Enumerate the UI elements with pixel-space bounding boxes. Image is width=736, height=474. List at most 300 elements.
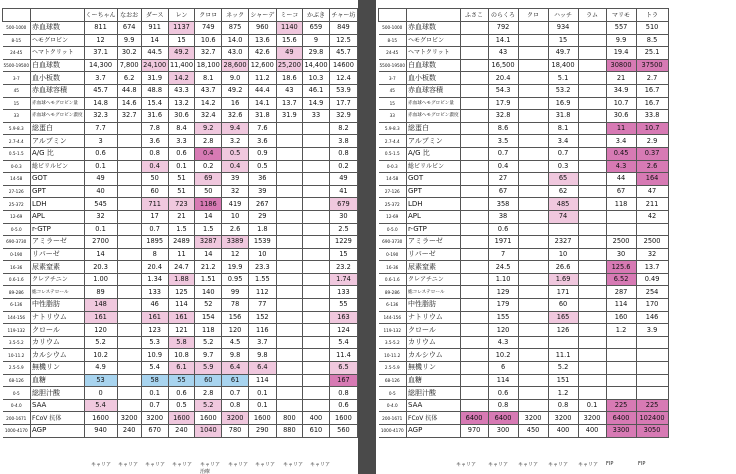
value-cell: 58	[141, 374, 168, 387]
value-cell	[578, 160, 606, 173]
value-cell: 2.5	[329, 223, 357, 236]
value-cell	[117, 236, 141, 249]
value-cell: 21	[606, 72, 636, 85]
column-header-cat-name: クロ	[518, 9, 548, 22]
reference-range: 10-11.2	[379, 349, 407, 362]
table-row	[379, 387, 669, 400]
value-cell: 15.6	[276, 34, 302, 47]
value-cell: 2327	[548, 236, 578, 249]
column-header-cat-name: ネック	[222, 9, 249, 22]
value-cell	[460, 210, 488, 223]
value-cell: 16.7	[636, 97, 668, 110]
value-cell: 31.9	[141, 72, 168, 85]
value-cell: 3200	[117, 412, 141, 425]
value-cell	[460, 84, 488, 97]
test-name: 総ビリルビン	[407, 160, 461, 173]
value-cell: 0.1	[168, 160, 195, 173]
value-cell: 0.49	[636, 273, 668, 286]
reference-range: 119-132	[379, 324, 407, 337]
value-cell	[276, 185, 302, 198]
value-cell: 12	[222, 248, 249, 261]
value-cell: 9.9	[606, 34, 636, 47]
value-cell: 67	[488, 185, 518, 198]
value-cell: 1186	[195, 198, 222, 211]
reference-range: 0-190	[379, 248, 407, 261]
value-cell: 16	[222, 97, 249, 110]
value-cell: 1600	[329, 412, 357, 425]
value-cell: 164	[636, 173, 668, 186]
reference-range: 16-36	[379, 261, 407, 274]
value-cell	[578, 311, 606, 324]
value-cell: 49.2	[222, 84, 249, 97]
value-cell: 14,300	[84, 59, 117, 72]
value-cell: 679	[329, 198, 357, 211]
test-name: r-GTP	[407, 223, 461, 236]
table-row	[3, 387, 358, 400]
value-cell: 46.1	[303, 84, 330, 97]
value-cell	[303, 311, 330, 324]
value-cell: 16,500	[488, 59, 518, 72]
table-row	[3, 412, 358, 425]
value-cell	[303, 374, 330, 387]
value-cell: 940	[84, 425, 117, 438]
value-cell: 5.2	[195, 336, 222, 349]
value-cell: 112	[248, 286, 276, 299]
value-cell	[518, 147, 548, 160]
value-cell: 50	[195, 185, 222, 198]
value-cell: 43	[488, 47, 518, 60]
value-cell: 8.5	[636, 34, 668, 47]
test-name: クレアチニン	[407, 273, 461, 286]
value-cell: 14.1	[488, 34, 518, 47]
table-row	[379, 362, 669, 375]
reference-range: 0-5	[3, 387, 31, 400]
value-cell	[578, 210, 606, 223]
value-cell: 118	[606, 198, 636, 211]
test-name: APL	[31, 210, 85, 223]
table-row	[379, 59, 669, 72]
value-cell: 49.7	[548, 47, 578, 60]
table-row	[3, 425, 358, 438]
value-cell	[578, 374, 606, 387]
test-name: カルシウム	[407, 349, 461, 362]
value-cell: 0.8	[488, 399, 518, 412]
value-cell: 31.9	[276, 110, 302, 123]
reference-range: 6-136	[3, 299, 31, 312]
header-blank	[407, 9, 461, 22]
test-name: 赤血球ヘモグロビン量	[31, 97, 85, 110]
value-cell: 14600	[329, 59, 357, 72]
value-cell: 1.88	[168, 273, 195, 286]
value-cell: 24.5	[488, 261, 518, 274]
reference-range: 27-126	[3, 185, 31, 198]
value-cell: 99	[222, 286, 249, 299]
test-name: 総胆汁酸	[407, 387, 461, 400]
test-name: クレアチニン	[31, 273, 85, 286]
value-cell: 1.2	[606, 324, 636, 337]
value-cell	[460, 362, 488, 375]
value-cell: 9.4	[222, 122, 249, 135]
value-cell: 36	[248, 173, 276, 186]
value-cell	[117, 185, 141, 198]
value-cell	[606, 223, 636, 236]
carrier-status-label: キャリア	[310, 462, 331, 468]
value-cell: 45.7	[329, 47, 357, 60]
value-cell: 0.6	[488, 223, 518, 236]
value-cell: 610	[303, 425, 330, 438]
value-cell: 116	[248, 324, 276, 337]
table-row	[379, 122, 669, 135]
value-cell: 659	[303, 22, 330, 35]
value-cell	[518, 72, 548, 85]
value-cell: 30.2	[117, 47, 141, 60]
value-cell: 11.1	[548, 349, 578, 362]
table-row	[379, 223, 669, 236]
value-cell: 49	[84, 173, 117, 186]
value-cell: 13.7	[276, 97, 302, 110]
table-row	[379, 47, 669, 60]
value-cell: 46	[141, 299, 168, 312]
column-header-cat-name: トラ	[636, 9, 668, 22]
value-cell	[548, 336, 578, 349]
value-cell	[117, 147, 141, 160]
value-cell: 140	[195, 286, 222, 299]
value-cell: 15	[168, 34, 195, 47]
value-cell	[518, 399, 548, 412]
value-cell	[276, 399, 302, 412]
value-cell	[606, 336, 636, 349]
test-name: LDH	[407, 198, 461, 211]
test-name: GPT	[31, 185, 85, 198]
value-cell: 30800	[606, 59, 636, 72]
reference-range: 3-7	[379, 72, 407, 85]
value-cell	[460, 236, 488, 249]
table-row	[379, 399, 669, 412]
value-cell	[578, 198, 606, 211]
reference-range: 5.9-8.3	[379, 122, 407, 135]
reference-range: 45	[3, 84, 31, 97]
value-cell	[276, 223, 302, 236]
value-cell	[636, 387, 668, 400]
header-row	[3, 9, 358, 22]
value-cell: 120	[222, 324, 249, 337]
column-header-cat-name: ふさこ	[460, 9, 488, 22]
value-cell: 12.4	[329, 72, 357, 85]
value-cell: 4.5	[222, 336, 249, 349]
value-cell: 1.34	[141, 273, 168, 286]
value-cell: 1137	[168, 22, 195, 35]
value-cell: 33	[303, 110, 330, 123]
value-cell: 300	[488, 425, 518, 438]
value-cell: 0.1	[248, 387, 276, 400]
value-cell: 9.2	[195, 122, 222, 135]
value-cell: 32.8	[488, 110, 518, 123]
reference-range: 25-372	[3, 198, 31, 211]
value-cell: 44.8	[117, 84, 141, 97]
value-cell: 0.3	[548, 160, 578, 173]
value-cell: 37.1	[84, 47, 117, 60]
test-name: クロール	[31, 324, 85, 337]
value-cell: 34.9	[606, 84, 636, 97]
value-cell: 1.55	[248, 273, 276, 286]
value-cell: 12	[84, 34, 117, 47]
value-cell: 3	[84, 135, 117, 148]
value-cell: 7.7	[84, 122, 117, 135]
table-row	[3, 173, 358, 186]
value-cell	[117, 286, 141, 299]
table-row	[3, 59, 358, 72]
value-cell: 18.6	[276, 72, 302, 85]
value-cell: 0.8	[222, 399, 249, 412]
value-cell	[460, 374, 488, 387]
value-cell: 6.1	[168, 362, 195, 375]
value-cell: 9.8	[222, 349, 249, 362]
table-row	[3, 349, 358, 362]
header-blank	[3, 9, 31, 22]
value-cell: 5.1	[548, 72, 578, 85]
value-cell: 25.1	[636, 47, 668, 60]
test-name: GOT	[31, 173, 85, 186]
value-cell: 358	[488, 198, 518, 211]
value-cell	[518, 362, 548, 375]
value-cell: 15.4	[141, 97, 168, 110]
value-cell: 240	[168, 425, 195, 438]
value-cell: 0.2	[195, 160, 222, 173]
value-cell: 55	[329, 299, 357, 312]
value-cell: 960	[248, 22, 276, 35]
test-name: リパーゼ	[31, 248, 85, 261]
table-row	[379, 173, 669, 186]
value-cell: 1.00	[84, 273, 117, 286]
value-cell: 51	[168, 185, 195, 198]
test-name: GOT	[407, 173, 461, 186]
value-cell: 2.9	[636, 135, 668, 148]
table-row	[379, 299, 669, 312]
value-cell	[606, 387, 636, 400]
carrier-status-label: キャリア	[518, 462, 539, 468]
value-cell	[578, 324, 606, 337]
value-cell: 48.8	[141, 84, 168, 97]
value-cell: 45.7	[84, 84, 117, 97]
value-cell: 8.6	[488, 122, 518, 135]
test-name: アルブミン	[31, 135, 85, 148]
value-cell: 167	[329, 374, 357, 387]
value-cell: 13.6	[248, 34, 276, 47]
value-cell: 39	[222, 173, 249, 186]
value-cell: 161	[84, 311, 117, 324]
value-cell: 9.7	[195, 349, 222, 362]
value-cell: 1539	[248, 236, 276, 249]
table-row	[379, 210, 669, 223]
value-cell	[518, 248, 548, 261]
value-cell	[117, 387, 141, 400]
test-name: 中性脂肪	[31, 299, 85, 312]
value-cell: 211	[636, 198, 668, 211]
value-cell: 133	[141, 286, 168, 299]
value-cell: 30.6	[606, 110, 636, 123]
value-cell: 0.8	[329, 147, 357, 160]
value-cell	[117, 336, 141, 349]
value-cell: 2700	[84, 236, 117, 249]
value-cell	[460, 122, 488, 135]
column-header-cat-name: なおお	[117, 9, 141, 22]
value-cell: 10.2	[84, 349, 117, 362]
value-cell	[578, 185, 606, 198]
value-cell	[276, 374, 302, 387]
value-cell	[276, 387, 302, 400]
test-name: 尿素窒素	[31, 261, 85, 274]
table-row	[379, 273, 669, 286]
value-cell: 53.9	[329, 84, 357, 97]
value-cell: 4.3	[606, 160, 636, 173]
value-cell	[518, 135, 548, 148]
reference-range: 89-286	[379, 286, 407, 299]
value-cell: 32	[636, 248, 668, 261]
carrier-status-label: FIP	[638, 461, 646, 467]
test-name: 赤血球容積	[31, 84, 85, 97]
left-blood-test-table	[2, 8, 358, 438]
value-cell: 14	[141, 34, 168, 47]
value-cell: 69	[195, 173, 222, 186]
table-row	[3, 311, 358, 324]
test-name: SAA	[31, 399, 85, 412]
test-name: AGP	[407, 425, 461, 438]
value-cell: 5.4	[329, 336, 357, 349]
value-cell: 0.7	[141, 223, 168, 236]
value-cell: 133	[329, 286, 357, 299]
value-cell: 20.3	[84, 261, 117, 274]
value-cell: 43.0	[222, 47, 249, 60]
value-cell	[117, 173, 141, 186]
value-cell	[117, 223, 141, 236]
value-cell: 9.8	[248, 349, 276, 362]
value-cell: 21	[168, 210, 195, 223]
value-cell: 670	[141, 425, 168, 438]
value-cell	[117, 273, 141, 286]
value-cell: 52	[195, 299, 222, 312]
value-cell: 24.7	[168, 261, 195, 274]
value-cell: 55	[168, 374, 195, 387]
test-name: 白血球数	[31, 59, 85, 72]
value-cell	[578, 336, 606, 349]
test-name: 赤血球ヘモグロビン濃度	[31, 110, 85, 123]
value-cell: 875	[222, 22, 249, 35]
value-cell: 151	[548, 374, 578, 387]
value-cell: 6400	[460, 412, 488, 425]
value-cell: 49	[276, 47, 302, 60]
table-row	[379, 412, 669, 425]
table-row	[3, 160, 358, 173]
value-cell	[518, 261, 548, 274]
table-row	[3, 248, 358, 261]
column-header-cat-name: ラム	[578, 9, 606, 22]
value-cell: 0.7	[488, 147, 518, 160]
value-cell: 146	[636, 311, 668, 324]
table-row	[3, 324, 358, 337]
value-cell: 25,200	[276, 59, 302, 72]
column-header-cat-name: かぶき	[303, 9, 330, 22]
value-cell: 5.2	[548, 362, 578, 375]
reference-range: 33	[379, 110, 407, 123]
reference-range: 5.9-8.3	[3, 122, 31, 135]
value-cell: 723	[168, 198, 195, 211]
value-cell: 0.7	[222, 387, 249, 400]
test-name: アミラーゼ	[31, 236, 85, 249]
value-cell: 155	[488, 311, 518, 324]
value-cell: 42.6	[248, 47, 276, 60]
table-row	[3, 399, 358, 412]
value-cell	[460, 34, 488, 47]
value-cell: 148	[84, 299, 117, 312]
value-cell	[276, 362, 302, 375]
value-cell	[303, 336, 330, 349]
value-cell: 0.2	[329, 160, 357, 173]
table-row	[3, 336, 358, 349]
value-cell: 510	[636, 22, 668, 35]
value-cell	[606, 362, 636, 375]
value-cell: 170	[636, 299, 668, 312]
reference-range: 0-5	[379, 387, 407, 400]
value-cell	[460, 59, 488, 72]
value-cell: 10.2	[488, 349, 518, 362]
value-cell: 711	[141, 198, 168, 211]
value-cell: 43	[276, 84, 302, 97]
value-cell	[578, 261, 606, 274]
value-cell: 165	[548, 311, 578, 324]
reference-range: 12-69	[3, 210, 31, 223]
value-cell: 120	[84, 324, 117, 337]
value-cell: 6.4	[222, 362, 249, 375]
value-cell: 17.7	[329, 97, 357, 110]
table-row	[3, 362, 358, 375]
table-row	[3, 135, 358, 148]
value-cell	[578, 84, 606, 97]
value-cell: 29	[248, 210, 276, 223]
value-cell	[117, 299, 141, 312]
carrier-status-label: キャリア	[91, 462, 112, 468]
value-cell: 30	[606, 248, 636, 261]
value-cell: 3.4	[606, 135, 636, 148]
header-row	[379, 9, 669, 22]
value-cell	[460, 223, 488, 236]
reference-range: 0-0.3	[3, 160, 31, 173]
value-cell: 0.8	[548, 399, 578, 412]
value-cell	[276, 324, 302, 337]
value-cell: 9	[303, 34, 330, 47]
reference-range: 12-69	[379, 210, 407, 223]
value-cell: 44.4	[248, 84, 276, 97]
test-name: 赤血球数	[31, 22, 85, 35]
value-cell: 450	[518, 425, 548, 438]
table-row	[379, 147, 669, 160]
reference-range: 0.5-1.5	[379, 147, 407, 160]
value-cell	[518, 97, 548, 110]
value-cell: 485	[548, 198, 578, 211]
value-cell: 4.9	[84, 362, 117, 375]
value-cell	[636, 374, 668, 387]
table-row	[379, 34, 669, 47]
value-cell: 3.7	[248, 336, 276, 349]
value-cell	[578, 286, 606, 299]
value-cell: 267	[248, 198, 276, 211]
value-cell	[518, 374, 548, 387]
value-cell	[518, 173, 548, 186]
value-cell: 3.6	[141, 135, 168, 148]
value-cell: 0.4	[195, 147, 222, 160]
test-name: 血糖	[407, 374, 461, 387]
value-cell: 811	[84, 22, 117, 35]
value-cell: 0.6	[168, 387, 195, 400]
